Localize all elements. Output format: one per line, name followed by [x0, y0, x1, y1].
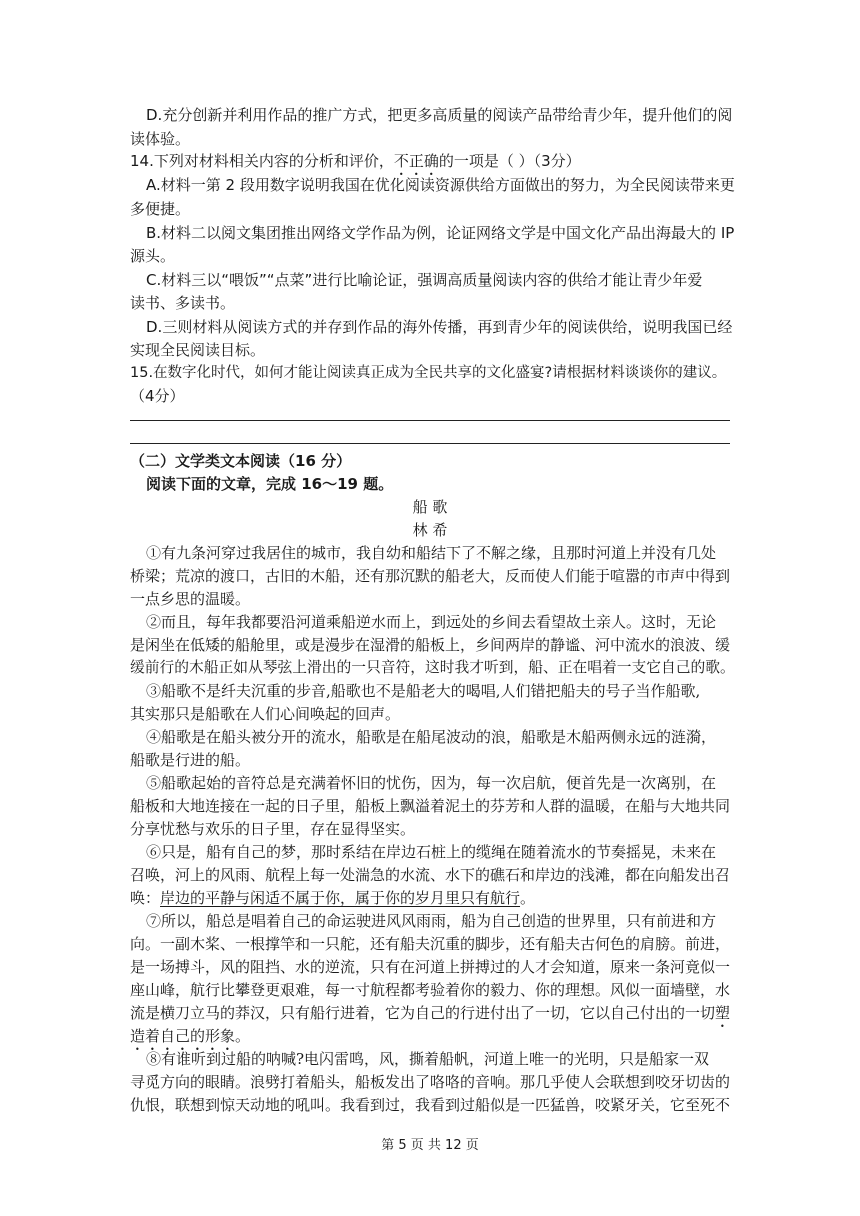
q14-option-c-line2: 读书、多读书。	[130, 294, 236, 312]
p7-line3: 是一场搏斗，风的阻挡、水的逆流，只有在河道上拼搏过的人才会知道，原来一条河竟似一	[130, 958, 731, 976]
p5-line1: ⑤船歌起始的音符总是充满着怀旧的忧伤，因为，每一次启航，便首先是一次离别，在	[146, 774, 717, 792]
p2-line1: ②而且，每年我都要沿河道乘船逆水而上，到远处的乡间去看望故土亲人。这时，无论	[146, 613, 717, 631]
q14-stem-post: 的一项是（ ）（3分）	[438, 152, 581, 170]
p3-line2: 其实那只是船歌在人们心间唤起的回声。	[130, 705, 401, 723]
q14-option-b-line1: B.材料二以阅文集团推出网络文学作品为例，论证网络文学是中国文化产品出海最大的 IP	[146, 224, 735, 242]
p4-line2: 船歌是行进的船。	[130, 751, 251, 769]
p6-line3	[130, 887, 535, 909]
p7-line6-post: 。	[235, 1027, 251, 1045]
p3-line1: ③船歌不是纤夫沉重的步音,船歌也不是船老大的喝唱,人们错把船夫的号子当作船歌,	[146, 682, 701, 700]
p6-line1: ⑥只是，船有自己的梦，那时系结在岸边石桩上的缆绳在随着流水的节奏摇晃，未来在	[146, 843, 717, 861]
p1-line3: 一点乡思的温暖。	[130, 590, 251, 608]
p8-line3: 仇恨，联想到惊天动地的吼叫。我看到过，我看到过船似是一匹猛兽，咬紧牙关，它至死不	[130, 1096, 731, 1114]
p5-line3: 分享忧愁与欢乐的日子里，存在显得坚实。	[130, 820, 416, 838]
p7-line5-pre: 流是横刀立马的莽汉，只有船行进着，它为自己的行进付出了一切，它以自己付出的一切	[130, 1004, 716, 1022]
q14-option-d-line1: D.三则材料从阅读方式的并存到作品的海外传播，再到青少年的阅读供给，说明我国已经	[146, 318, 733, 336]
p7-line2: 向。一副木桨、一根撑竿和一只舵，还有船夫沉重的脚步，还有船夫古何色的肩膀。前进，	[130, 935, 731, 953]
p8-line2: 寻觅方向的眼睛。浪劈打着船头，船板发出了咯咯的音响。那几乎使人会联想到咬牙切齿的	[130, 1073, 731, 1091]
essay-author: 林 希	[412, 521, 448, 539]
p7-line4: 座山峰，航行比攀登更艰难，每一寸航程都考验着你的毅力、你的理想。风似一面墙壁，水	[130, 981, 731, 999]
answer-line-1	[130, 420, 730, 421]
q14-option-a-line2: 多便捷。	[130, 200, 191, 218]
p7-line1: ⑦所以，船总是唱着自己的命运驶进风风雨雨，船为自己创造的世界里，只有前进和方	[146, 912, 717, 930]
essay-title: 船 歌	[412, 498, 448, 516]
q14-stem-emphasis: 不正确	[393, 152, 439, 170]
answer-line-2	[130, 443, 730, 444]
underlined-sentence: 岸边的平静与闲适不属于你，属于你的岁月里只有航行	[160, 889, 521, 907]
q13-option-d-line1: D.充分创新并利用作品的推广方式，把更多高质量的阅读产品带给青少年，提升他们的阅	[146, 106, 733, 124]
q15-stem-line1: 15.在数字化时代，如何才能让阅读真正成为全民共享的文化盛宴?请根据材料谈谈你的建议。	[130, 365, 727, 381]
q13-option-d-line2: 读体验。	[130, 130, 191, 148]
page-number: 第 5 页 共 12 页	[381, 1138, 479, 1153]
p4-line1: ④船歌是在船头被分开的流水，船歌是在船尾波动的浪，船歌是木船两侧永远的涟漪，	[146, 728, 717, 746]
p7-line6-emphasis: 造着自己的形象	[130, 1027, 236, 1045]
p8-line1: ⑧有谁听到过船的呐喊?电闪雷鸣，风，撕着船帆，河道上唯一的光明，只是船家一双	[146, 1050, 710, 1068]
p6-line3-pre: 唤：	[130, 889, 161, 907]
section-heading: （二）文学类文本阅读（16 分）	[130, 452, 352, 470]
p6-line2: 召唤，河上的风雨、航程上每一处湍急的水流、水下的礁石和岸边的浅滩，都在向船发出召	[130, 866, 731, 884]
p1-line2: 桥梁；荒凉的渡口，古旧的木船，还有那沉默的船老大，反而使人们能于喧嚣的市声中得到	[130, 567, 731, 585]
p6-line3-post: 。	[520, 889, 536, 907]
q14-option-d-line2: 实现全民阅读目标。	[130, 341, 266, 359]
p5-line2: 船板和大地连接在一起的日子里，船板上飘溢着泥土的芬芳和人群的温暖，在船与大地共同	[130, 797, 731, 815]
p2-line2: 是闲坐在低矮的船舱里，或是漫步在湿滑的船板上，乡间两岸的静谧、河中流水的浪波、缓	[130, 636, 731, 654]
q14-stem-pre: 14.下列对材料相关内容的分析和评价，	[130, 152, 394, 170]
q14-option-c-line1: C.材料三以“喂饭”“点菜”进行比喻论证，强调高质量阅读内容的供给才能让青少年爱	[146, 271, 703, 289]
p2-line3: 缓前行的木船正如从琴弦上滑出的一只音符，这时我才听到，船、正在唱着一支它自己的歌。	[130, 659, 735, 676]
q15-stem-line2: （4分）	[130, 387, 185, 405]
p1-line1: ①有九条河穿过我居住的城市，我自幼和船结下了不解之缘，且那时河道上并没有几处	[146, 544, 717, 562]
section-instruction: 阅读下面的文章，完成 16～19 题。	[146, 475, 394, 493]
q14-option-a-line1: A.材料一第 2 段用数字说明我国在优化阅读资源供给方面做出的努力，为全民阅读带来更	[146, 176, 735, 194]
p7-line5-emphasis: 塑	[715, 1004, 731, 1022]
q14-option-b-line2: 源头。	[130, 247, 176, 265]
